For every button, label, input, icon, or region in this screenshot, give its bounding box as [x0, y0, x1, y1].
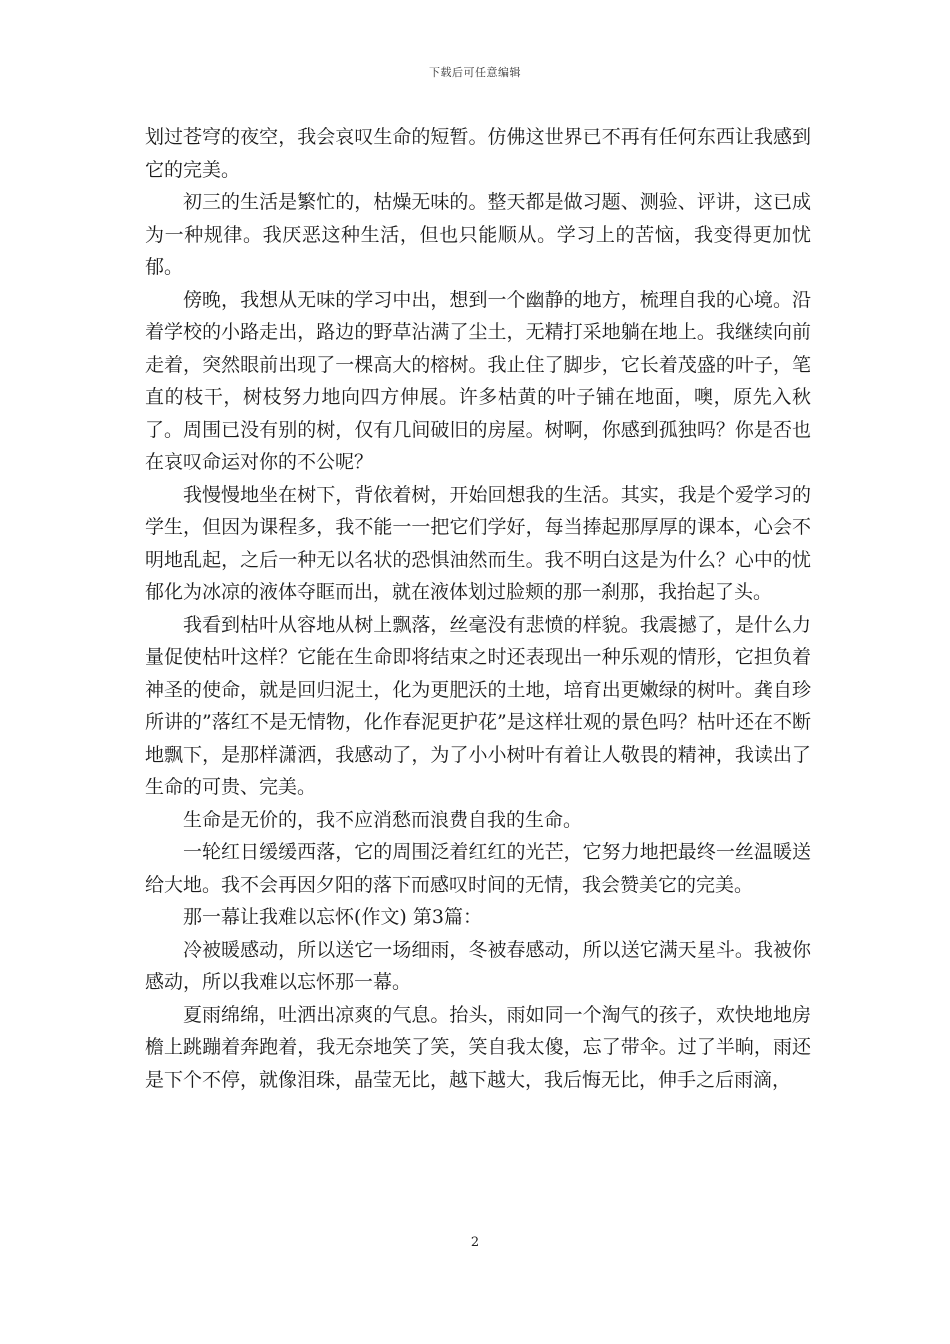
paragraph: 傍晚，我想从无味的学习中出，想到一个幽静的地方，梳理自我的心境。沿着学校的小路走出，路边的野草沾满了尘土，无精打采地躺在地上。我继续向前走着，突然眼前出现了一棵高大的榕树。我止住了脚步，它长着茂盛的叶子，笔直的枝干，树枝努力地向四方伸展。许多枯黄的叶子铺在地面，噢，原先入秋了。周围已没有别的树，仅有几间破旧的房屋。树啊，你感到孤独吗？你是否也在哀叹命运对你的不公呢？ [145, 288, 811, 473]
paragraph: 生命是无价的，我不应消愁而浪费自我的生命。 [183, 808, 583, 831]
document-body [145, 121, 811, 1096]
section-heading: 那一幕让我难以忘怀(作文) 第3篇： [183, 906, 482, 928]
paragraph: 夏雨绵绵，吐洒出凉爽的气息。抬头，雨如同一个淘气的孩子，欢快地地房檐上跳蹦着奔跑着，我无奈地笑了笑，笑自我太傻，忘了带伞。过了半晌，雨还是下个不停，就像泪珠，晶莹无比，越下越大，我后悔无比，伸手之后雨滴， [145, 1003, 811, 1091]
page-number: 2 [470, 1235, 480, 1250]
paragraph: 我慢慢地坐在树下，背依着树，开始回想我的生活。其实，我是个爱学习的学生，但因为课程多，我不能一一把它们学好，每当捧起那厚厚的课本，心会不明地乱起，之后一种无以名状的恐惧油然而生。我不明白这是为什么？心中的忧郁化为冰凉的液体夺眶而出，就在液体划过脸颊的那一刹那，我抬起了头。 [145, 483, 811, 603]
paragraph: 划过苍穹的夜空，我会哀叹生命的短暂。仿佛这世界已不再有任何东西让我感到它的完美。 [145, 126, 811, 181]
page-header: 下载后可任意编辑 [429, 66, 521, 79]
paragraph: 冷被暖感动，所以送它一场细雨，冬被春感动，所以送它满天星斗。我被你感动，所以我难以忘怀那一幕。 [145, 938, 811, 993]
paragraph: 我看到枯叶从容地从树上飘落，丝毫没有悲愤的样貌。我震撼了，是什么力量促使枯叶这样？它能在生命即将结束之时还表现出一种乐观的情形，它担负着神圣的使命，就是回归泥土，化为更肥沃的土地，培育出更嫩绿的树叶。龚自珍所讲的”落红不是无情物，化作春泥更护花”是这样壮观的景色吗？枯叶还在不断地飘下，是那样潇洒，我感动了，为了小小树叶有着让人敬畏的精神，我读出了生命的可贵、完美。 [145, 613, 811, 798]
paragraph: 初三的生活是繁忙的，枯燥无味的。整天都是做习题、测验、评讲，这已成为一种规律。我厌恶这种生活，但也只能顺从。学习上的苦恼，我变得更加忧郁。 [145, 191, 811, 278]
paragraph: 一轮红日缓缓西落，它的周围泛着红红的光芒，它努力地把最终一丝温暖送给大地。我不会再因夕阳的落下而感叹时间的无情，我会赞美它的完美。 [145, 841, 811, 896]
